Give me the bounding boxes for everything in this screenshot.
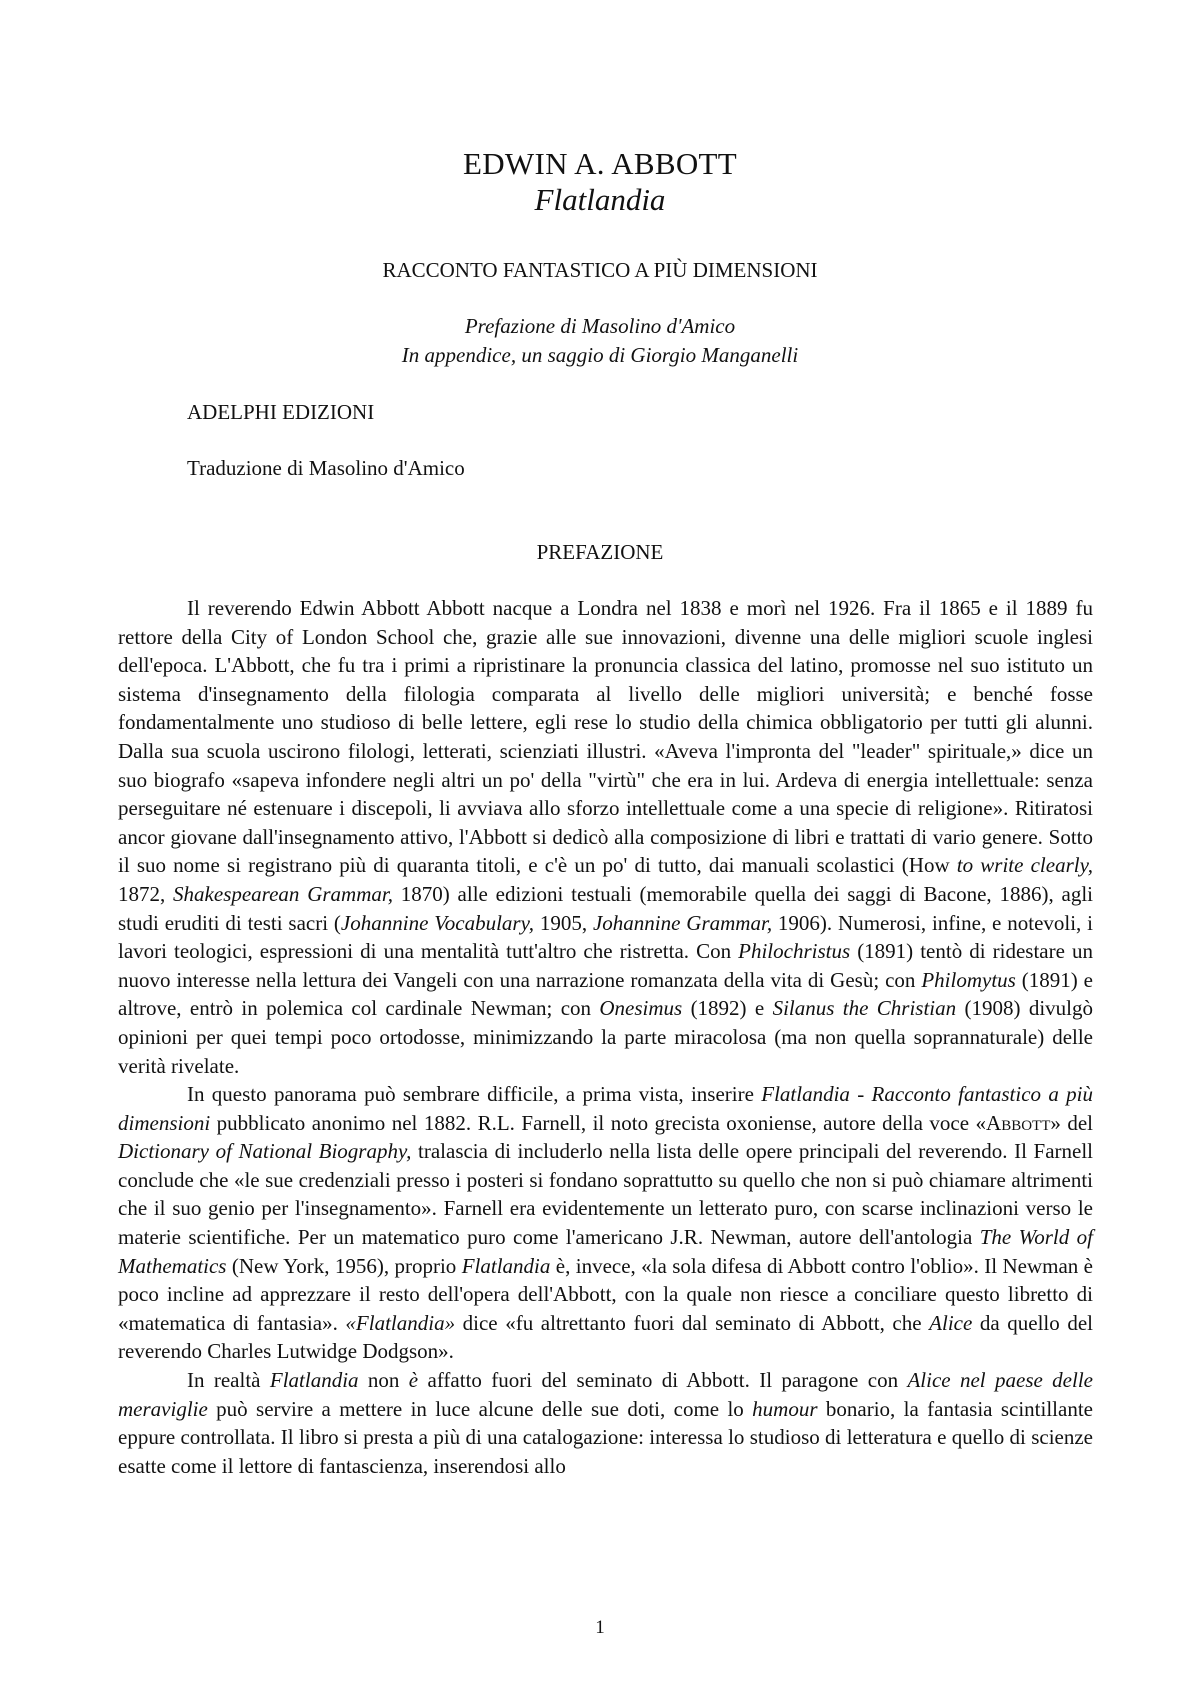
paragraph-3: In realtà Flatlandia non è affatto fuori del seminato di Abbott. Il paragone con Alice nel paese delle meraviglie può servire a mettere in luce alcune delle sue doti, come lo humour bonario, la fantasia scintillante eppure controllata. Il libro si presta a più di una catalogazione: interessa lo studioso di letteratura e quello di scienze esatte come il lettore di fantascienza, inserendosi allo (118, 1368, 1093, 1478)
page-number: 1 (595, 1617, 605, 1638)
paragraph-2: In questo panorama può sembrare difficile, a prima vista, inserire Flatlandia - Racconto fantastico a più dimensioni pubblicato anonimo nel 1882. R.L. Farnell, il noto grecista oxoniense, autore della voce «Abbott» del Dictionary of National Biography, tralascia di includerlo nella lista delle opere principali del reverendo. Il Farnell conclude che «le sue credenziali presso i posteri si fondano soprattutto su quello che non si può chiamare altrimenti che il suo genio per l'insegnamento». Farnell era evidentemente un letterato puro, con scarse inclinazioni verso le materie scientifiche. Per un matematico puro come l'americano J.R. Newman, autore dell'antologia The World of Mathematics (New York, 1956), proprio Flatlandia è, invece, «la sola difesa di Abbott contro l'oblio». Il Newman è poco incline ad apprezzare il resto dell'opera dell'Abbott, con la quale non riesce a conciliare questo libretto di «matematica di fantasia». «Flatlandia» dice «fu altrettanto fuori dal seminato di Abbott, che Alice da quello del reverendo Charles Lutwidge Dodgson». (118, 1082, 1094, 1364)
body-text (118, 594, 1093, 1480)
appendix-credit: In appendice, un saggio di Giorgio Manganelli (401, 343, 799, 367)
book-title: Flatlandia (534, 182, 666, 217)
publisher-name: ADELPHI EDIZIONI (187, 400, 375, 424)
book-subtitle: RACCONTO FANTASTICO A PIÙ DIMENSIONI (382, 258, 818, 282)
preface-credit: Prefazione di Masolino d'Amico (464, 314, 736, 338)
paragraph-1: Il reverendo Edwin Abbott Abbott nacque a Londra nel 1838 e morì nel 1926. Fra il 1865 e il 1889 fu rettore della City of London School che, grazie alle sue innovazioni, divenne una delle migliori scuole inglesi dell'epoca. L'Abbott, che fu tra i primi a ripristinare la pronuncia classica del latino, promosse nel suo istituto un sistema d'insegnamento della filologia comparata al livello delle migliori università; e benché fosse fondamentalmente uno studioso di belle lettere, egli rese lo studio della chimica obbligatorio per tutti gli alunni. Dalla sua scuola uscirono filologi, letterati, scienziati illustri. «Aveva l'impronta del "leader" spirituale,» dice un suo biografo «sapeva infondere negli altri un po' della "virtù" che era in lui. Ardeva di energia intellettuale: senza perseguitare né estenuare i discepoli, li avviava allo sforzo intellettuale come a una specie di religione». Ritiratosi ancor giovane dall'insegnamento attivo, l'Abbott si dedicò alla composizione di libri e trattati di vario genere. Sotto il suo nome si registrano più di quaranta titoli, e c'è un po' di tutto, dai manuali scolastici (How to write clearly, 1872, Shakespearean Grammar, 1870) alle edizioni testuali (memorabile quella dei saggi di Bacone, 1886), agli studi eruditi di testi sacri (Johannine Vocabulary, 1905, Johannine Grammar, 1906). Numerosi, infine, e notevoli, i lavori teologici, espressioni di una mentalità tutt'altro che ristretta. Con Philochristus (1891) tentò di ridestare un nuovo interesse nella lettura dei Vangeli con una narrazione romanzata della vita di Gesù; con Philomytus (1891) e altrove, entrò in polemica col cardinale Newman; con Onesimus (1892) e Silanus the Christian (1908) divulgò opinioni per quei tempi poco ortodosse, minimizzando la parte miracolosa (ma non quella soprannaturale) delle verità rivelate. (118, 596, 1094, 1078)
section-heading: PREFAZIONE (536, 540, 664, 564)
translator-credit: Traduzione di Masolino d'Amico (187, 456, 465, 480)
author-name: EDWIN A. ABBOTT (462, 146, 737, 181)
